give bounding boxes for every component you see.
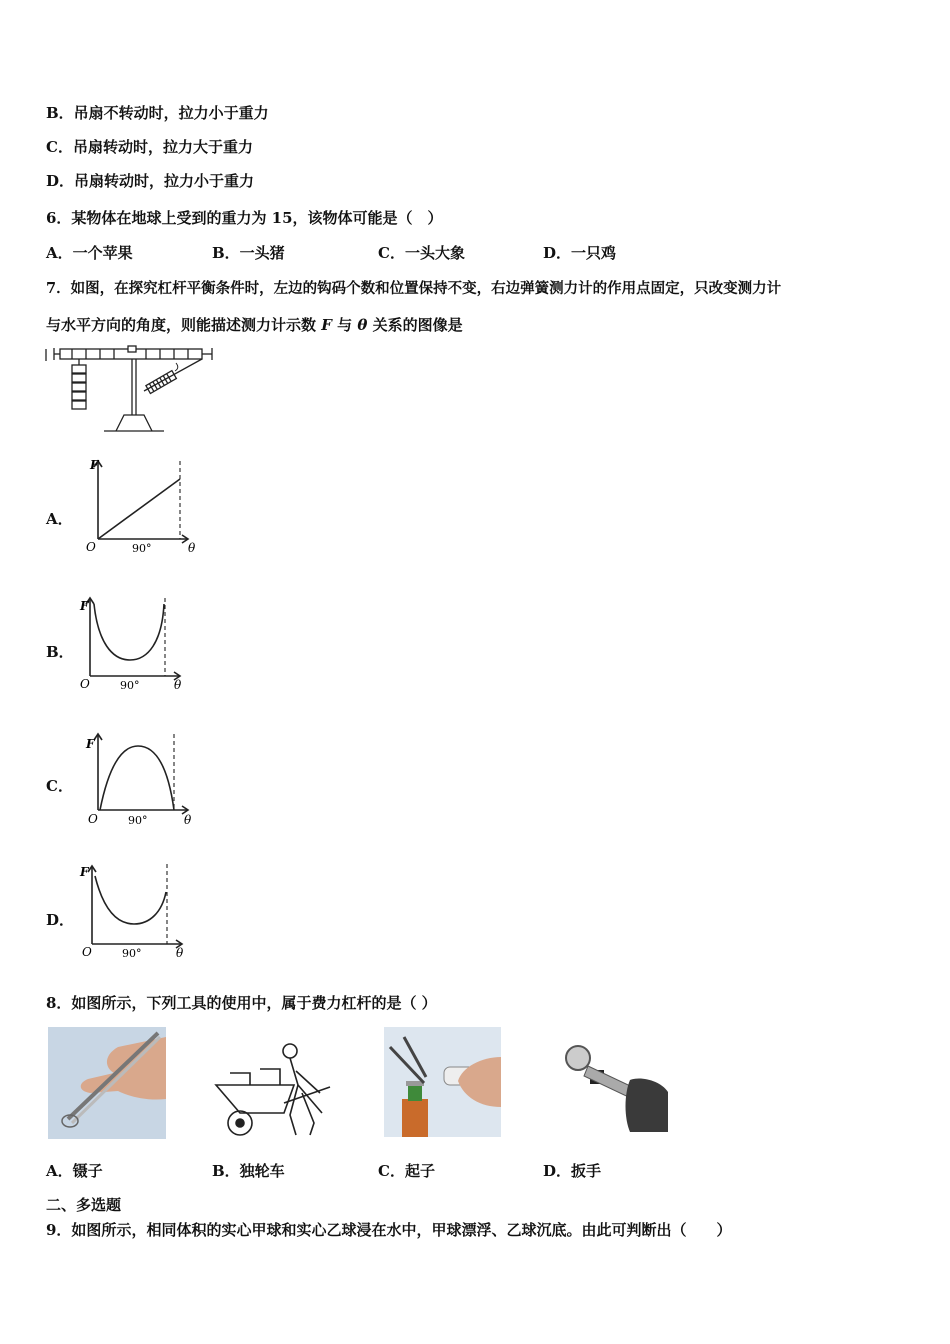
q7-text-c: 关系的图像是 [372,316,463,334]
q7-graph-b [76,592,196,692]
graph-c-origin: O [88,812,98,826]
bottle-opener-image [384,1027,501,1137]
wheelbarrow-image [210,1043,345,1139]
q6-stem: 6．某物体在地球上受到的重力为 15，该物体可能是（ ） [46,209,443,227]
q7-stem-line2 [46,314,463,335]
q6-option-a: A．一个苹果 [46,244,133,262]
q7-graph-a [84,455,204,555]
q7-graph-label-c: C． [46,777,73,795]
q7-stem-line1: 7．如图，在探究杠杆平衡条件时，左边的钩码个数和位置保持不变，右边弹簧测力计的作用点固定，只改变测力计 [46,280,782,297]
tweezers-image [48,1027,166,1139]
section-title-multiple-choice: 二、多选题 [46,1196,122,1214]
lever-apparatus-figure [44,343,224,435]
q5-option-b: B．吊扇不转动时，拉力小于重力 [46,104,269,122]
graph-b-axis-f: F [80,599,89,613]
graph-d-tick: 90° [122,947,142,960]
q6-option-c: C．一头大象 [378,244,465,262]
q8-stem: 8．如图所示，下列工具的使用中，属于费力杠杆的是（ ） [46,994,437,1012]
q8-option-b: B．独轮车 [212,1162,285,1180]
graph-d-axis-theta: θ [176,946,184,960]
q7-graph-c [82,730,202,830]
q5-option-d: D．吊扇转动时，拉力小于重力 [46,172,255,190]
graph-b-axis-theta: θ [174,678,182,692]
graph-c-axis-theta: θ [184,813,192,827]
graph-c-tick: 90° [128,814,148,827]
q7-graph-label-b: B． [46,643,74,661]
q7-text-a: 与水平方向的角度，则能描述测力计示数 [46,316,317,334]
q7-symbol-f: F [321,316,332,334]
q6-option-b: B．一头猪 [212,244,285,262]
graph-b-tick: 90° [120,679,140,692]
q8-option-c: C．起子 [378,1162,435,1180]
graph-d-axis-f: F [80,865,89,879]
q8-option-d: D．扳手 [543,1162,602,1180]
q5-option-c: C．吊扇转动时，拉力大于重力 [46,138,253,156]
graph-d-origin: O [82,945,92,959]
wrench-image [560,1040,670,1132]
q7-symbol-theta: θ [357,316,368,334]
q7-graph-d [78,860,198,960]
graph-a-axis-f: F [90,458,99,472]
q7-graph-label-a: A． [46,510,73,528]
graph-c-axis-f: F [86,737,95,751]
q7-graph-label-d: D． [46,911,75,929]
graph-a-origin: O [86,540,96,554]
q7-text-b: 与 [337,316,353,334]
q8-option-a: A．镊子 [46,1162,103,1180]
q6-option-d: D．一只鸡 [543,244,617,262]
q9-stem: 9．如图所示，相同体积的实心甲球和实心乙球浸在水中，甲球漂浮、乙球沉底。由此可判断出（ ） [46,1221,732,1239]
graph-a-axis-theta: θ [188,541,196,555]
graph-a-tick: 90° [132,542,152,555]
graph-b-origin: O [80,677,90,691]
